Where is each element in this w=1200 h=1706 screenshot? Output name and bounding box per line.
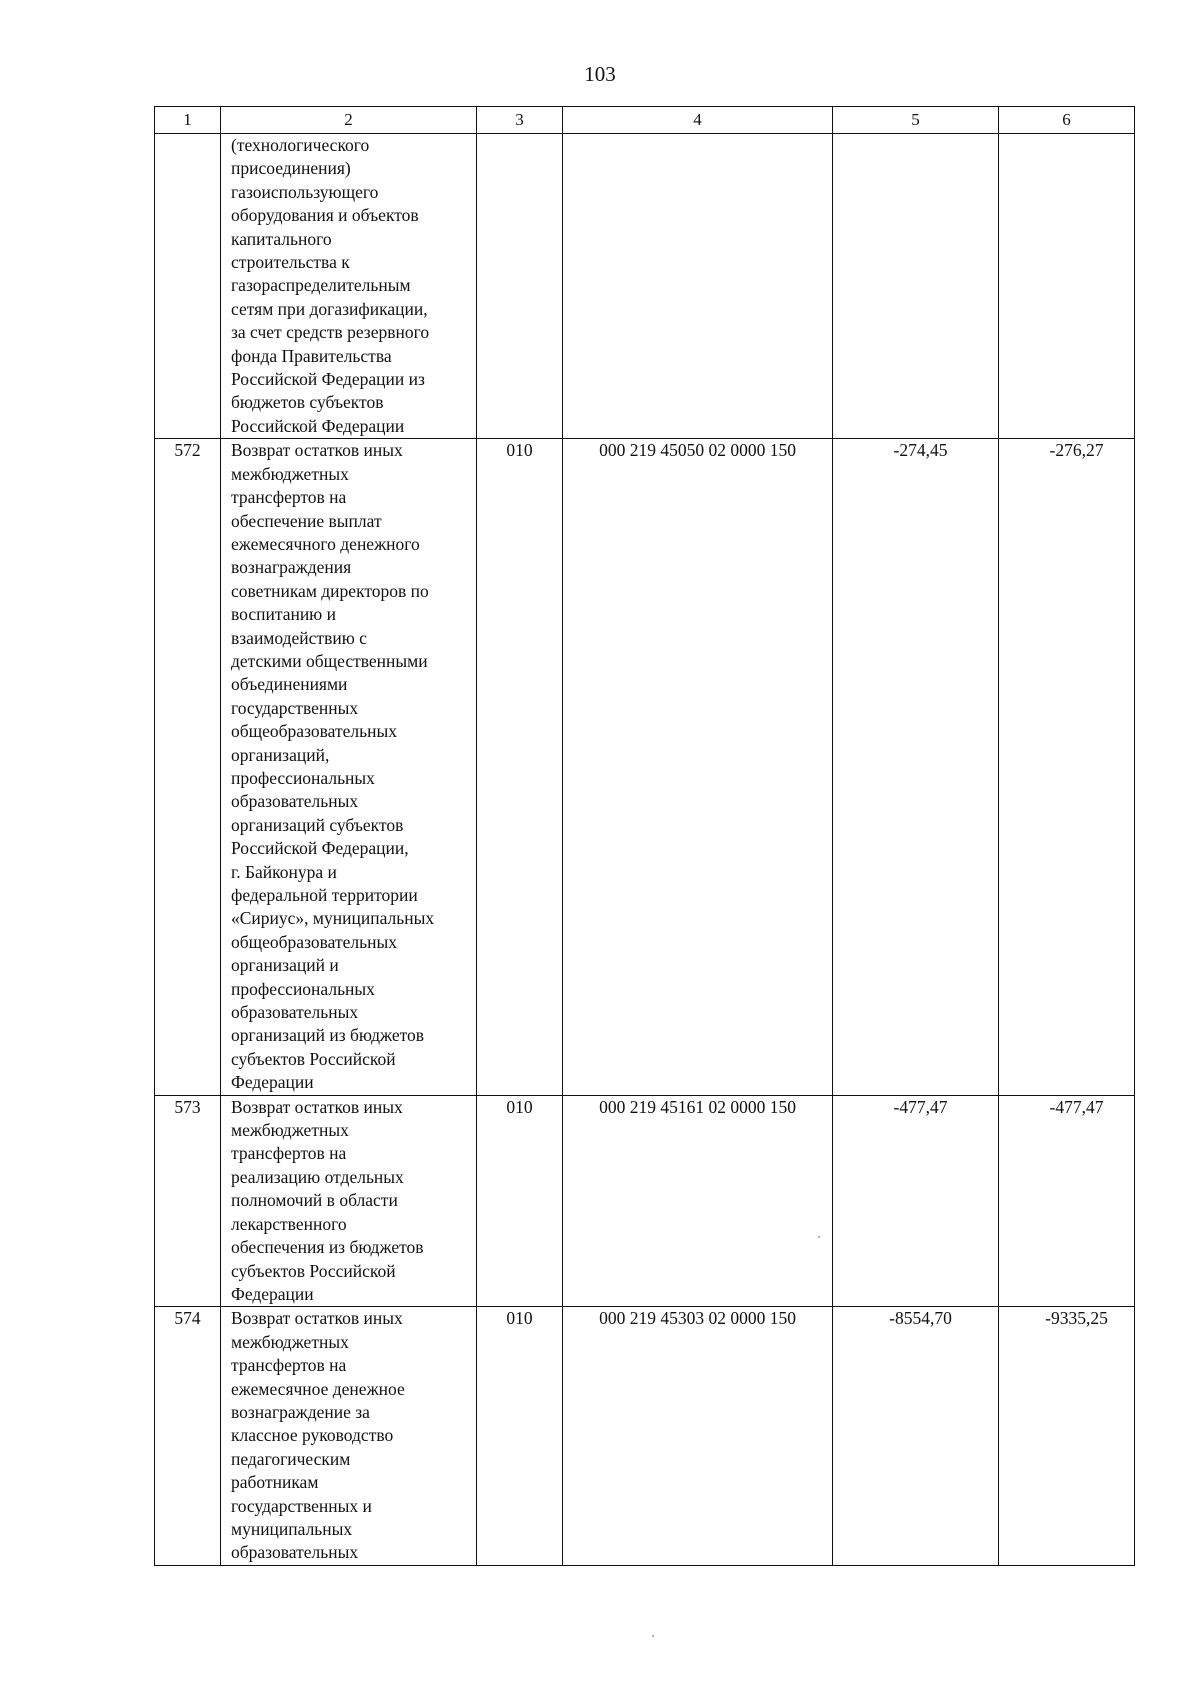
row-value-2: -9335,25 [999,1307,1135,1565]
row-number: 572 [155,439,221,1095]
scan-speck [818,1236,820,1238]
row-value-1: -274,45 [833,439,999,1095]
scan-speck [652,1635,654,1637]
row-admin-code: 010 [477,1307,563,1565]
row-kbk: 000 219 45050 02 0000 150 [563,439,833,1095]
page-number: 103 [584,62,616,86]
table-row [155,134,1135,439]
row-number [155,134,221,439]
table-row [155,1095,1135,1307]
row-name: Возврат остатков иных межбюджетных трансфертов на ежемесячное денежное вознаграждение за классное руководство педагогическим работникам государственных и муниципальных образовательных [221,1307,477,1565]
budget-table [154,106,1135,1566]
row-value-2: -276,27 [999,439,1135,1095]
row-value-1: -477,47 [833,1095,999,1307]
row-value-2 [999,134,1135,439]
row-number: 574 [155,1307,221,1565]
row-name: Возврат остатков иных межбюджетных трансфертов на обеспечение выплат ежемесячного денежного вознаграждения советникам директоров по воспитанию и взаимодействию с детскими общественными объединениями государственных общеобразовательных организаций, профессиональных образовательных организаций субъектов Российской Федерации, г. Байконура и федеральной территории «Сириус», муниципальных общеобразовательных организаций и профессиональных образовательных организаций из бюджетов субъектов Российской Федерации [221,439,477,1095]
row-value-1: -8554,70 [833,1307,999,1565]
row-number: 573 [155,1095,221,1307]
row-value-1 [833,134,999,439]
row-name: (технологического присоединения) газоиспользующего оборудования и объектов капитального строительства к газораспределительным сетям при догазификации, за счет средств резервного фонда Правительства Российской Федерации из бюджетов субъектов Российской Федерации [221,134,477,439]
column-header: 3 [477,107,563,134]
table-header-row [155,107,1135,134]
row-value-2: -477,47 [999,1095,1135,1307]
column-header: 6 [999,107,1135,134]
row-name: Возврат остатков иных межбюджетных трансфертов на реализацию отдельных полномочий в области лекарственного обеспечения из бюджетов субъектов Российской Федерации [221,1095,477,1307]
table-row [155,1307,1135,1565]
column-header: 1 [155,107,221,134]
row-kbk [563,134,833,439]
row-admin-code [477,134,563,439]
column-header: 2 [221,107,477,134]
column-header: 4 [563,107,833,134]
table-row [155,439,1135,1095]
row-kbk: 000 219 45161 02 0000 150 [563,1095,833,1307]
row-admin-code: 010 [477,1095,563,1307]
column-header: 5 [833,107,999,134]
row-admin-code: 010 [477,439,563,1095]
row-kbk: 000 219 45303 02 0000 150 [563,1307,833,1565]
